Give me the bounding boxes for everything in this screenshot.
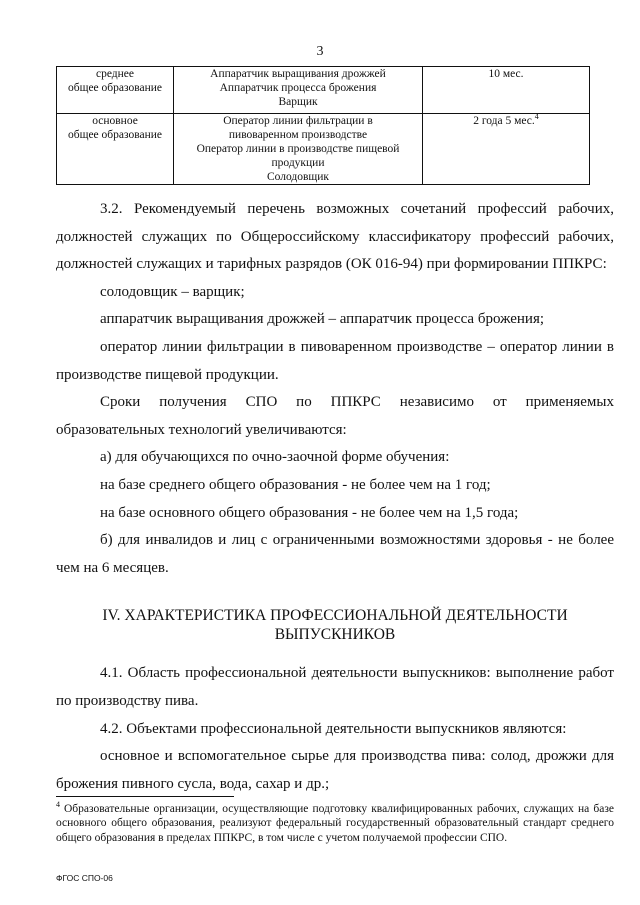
education-level-cell xyxy=(57,114,174,185)
combination-item: оператор линии фильтрации в пивоваренном производстве – оператор линии в производстве пищевой продукции. xyxy=(56,338,614,383)
activity-object-item: основное и вспомогательное сырье для производства пива: солод, дрожжи для брожения пивного сусла, вода, сахар и др.; xyxy=(56,748,614,792)
professions-cell xyxy=(174,67,423,114)
section-heading-line: IV. ХАРАКТЕРИСТИКА ПРОФЕССИОНАЛЬНОЙ ДЕЯТЕЛЬНОСТИ xyxy=(102,607,568,625)
combination-item: солодовщик – варщик; xyxy=(100,283,245,300)
education-level-line: среднее xyxy=(95,68,135,80)
professions-table xyxy=(56,66,590,185)
profession-line: продукции xyxy=(271,157,325,169)
term-item: на базе среднего общего образования - не более чем на 1 год; xyxy=(100,476,491,493)
combination-item: аппаратчик выращивания дрожжей – аппаратчик процесса брожения; xyxy=(100,311,545,328)
table-row xyxy=(57,67,590,114)
education-level-line: общее образование xyxy=(67,129,163,141)
term-cell xyxy=(423,67,590,114)
terms-intro: Сроки получения СПО по ППКРС независимо от применяемых образовательных технологий увеличиваются: xyxy=(56,394,614,438)
term-cell xyxy=(423,114,590,185)
term-value: 10 мес. xyxy=(488,68,524,80)
term-value: 2 года 5 мес. xyxy=(473,115,535,127)
footnote xyxy=(56,802,614,845)
education-level-cell xyxy=(57,67,174,114)
professions-cell xyxy=(174,114,423,185)
profession-line: Солодовщик xyxy=(266,171,330,183)
footnote-mark: 4 xyxy=(56,800,60,810)
profession-line: Варщик xyxy=(278,96,318,108)
document-body xyxy=(56,196,614,798)
paragraph-4-1: 4.1. Область профессиональной деятельности выпускников: выполнение работ по производству пива. xyxy=(56,665,614,709)
footnote-reference[interactable]: 4 xyxy=(534,112,539,122)
profession-line: Оператор линии в производстве пищевой xyxy=(196,143,400,155)
profession-line: Оператор линии фильтрации в xyxy=(223,115,373,127)
footnote-divider xyxy=(56,796,234,797)
footnote-text: Образовательные организации, осуществляющие подготовку квалифицированных рабочих, служащих на базе основного общего образования, реализуют федеральный государственный образовательный стандарт среднего общего образования в пределах ППКРС, в том числе с учетом получаемой профессии СПО. xyxy=(56,803,614,844)
profession-line: Аппаратчик процесса брожения xyxy=(219,82,377,94)
term-item: на базе основного общего образования - не более чем на 1,5 года; xyxy=(100,504,519,521)
section-heading-line: ВЫПУСКНИКОВ xyxy=(274,626,396,644)
term-item: б) для инвалидов и лиц с ограниченными возможностями здоровья - не более чем на 6 месяцев. xyxy=(56,532,614,576)
section-heading xyxy=(56,606,614,644)
term-item: а) для обучающихся по очно-заочной форме обучения: xyxy=(100,449,450,466)
document-code: ФГОС СПО-06 xyxy=(56,873,113,883)
paragraph-3-2: 3.2. Рекомендуемый перечень возможных сочетаний профессий рабочих, должностей служащих по Общероссийскому классификатору профессий рабочих, должностей служащих и тарифных разрядов (ОК 016-94) при формировании ППКРС: xyxy=(56,201,614,273)
education-level-line: общее образование xyxy=(67,82,163,94)
profession-line: Аппаратчик выращивания дрожжей xyxy=(210,68,386,80)
paragraph-4-2: 4.2. Объектами профессиональной деятельности выпускников являются: xyxy=(100,720,567,737)
education-level-line: основное xyxy=(92,115,138,127)
profession-line: пивоваренном производстве xyxy=(228,129,368,141)
table-row xyxy=(57,114,590,185)
page-number: 3 xyxy=(316,44,324,59)
